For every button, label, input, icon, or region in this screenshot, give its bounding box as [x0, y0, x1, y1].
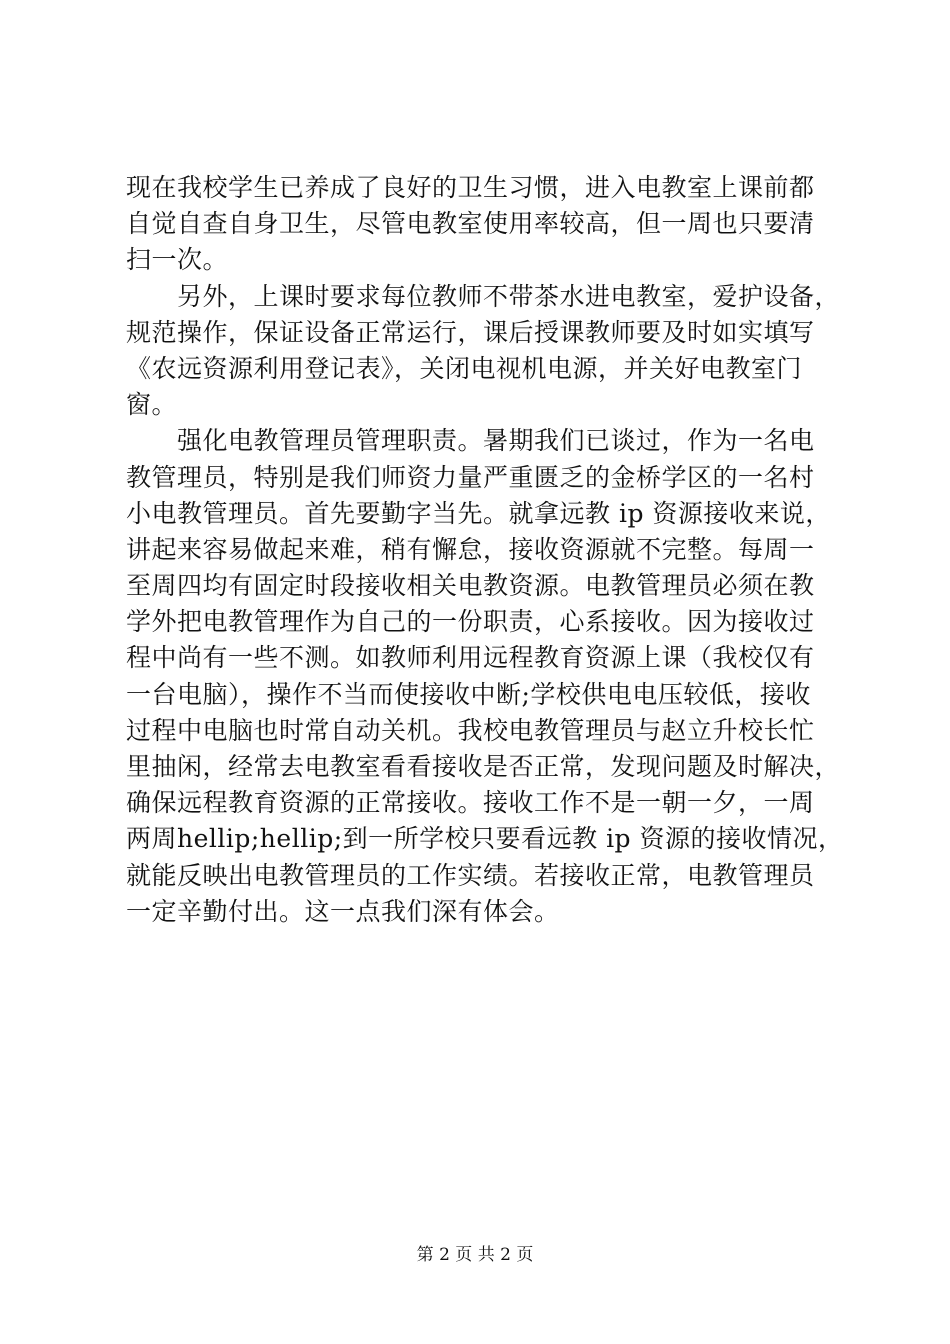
text-line: 教管理员，特别是我们师资力量严重匮乏的金桥学区的一名村: [126, 462, 815, 492]
page-number-label: 第 2 页 共 2 页: [416, 1245, 534, 1265]
text-line: 两周hellip;hellip;到一所学校只要看远教 ip 资源的接收情况，: [126, 824, 844, 854]
text-line: 窗。: [126, 390, 178, 420]
text-line: 里抽闲，经常去电教室看看接收是否正常，发现问题及时解决，: [126, 752, 841, 781]
text-line: 现在我校学生已养成了良好的卫生习惯，进入电教室上课前都: [126, 173, 815, 202]
text-line: 强化电教管理员管理职责。暑期我们已谈过，作为一名电: [126, 426, 815, 456]
text-line: 确保远程教育资源的正常接收。接收工作不是一朝一夕，一周: [126, 788, 815, 818]
text-line: 讲起来容易做起来难，稍有懈怠，接收资源就不完整。每周一: [126, 534, 815, 564]
text-line: 程中尚有一些不测。如教师利用远程教育资源上课（我校仅有: [126, 643, 815, 673]
text-line: 学外把电教管理作为自己的一份职责，心系接收。因为接收过: [126, 607, 815, 637]
text-line: 一定辛勤付出。这一点我们深有体会。: [126, 896, 560, 926]
text-line: 至周四均有固定时段接收相关电教资源。电教管理员必须在教: [126, 571, 815, 601]
text-line: 规范操作，保证设备正常运行，课后授课教师要及时如实填写: [126, 317, 815, 347]
text-line: 小电教管理员。首先要勤字当先。就拿远教 ip 资源接收来说，: [126, 498, 831, 528]
text-line: 自觉自查自身卫生，尽管电教室使用率较高，但一周也只要清: [126, 209, 815, 239]
text-line: 就能反映出电教管理员的工作实绩。若接收正常，电教管理员: [126, 860, 815, 890]
body-text: [126, 170, 844, 930]
page-footer: [0, 1243, 950, 1267]
text-line: 扫一次。: [126, 245, 229, 275]
text-line: 过程中电脑也时常自动关机。我校电教管理员与赵立升校长忙: [126, 715, 815, 745]
text-line: 《农远资源利用登记表》，关闭电视机电源，并关好电教室门: [126, 353, 803, 383]
text-line: 另外，上课时要求每位教师不带茶水进电教室，爱护设备，: [126, 281, 841, 311]
text-line: 一台电脑），操作不当而使接收中断;学校供电电压较低，接收: [126, 679, 811, 709]
